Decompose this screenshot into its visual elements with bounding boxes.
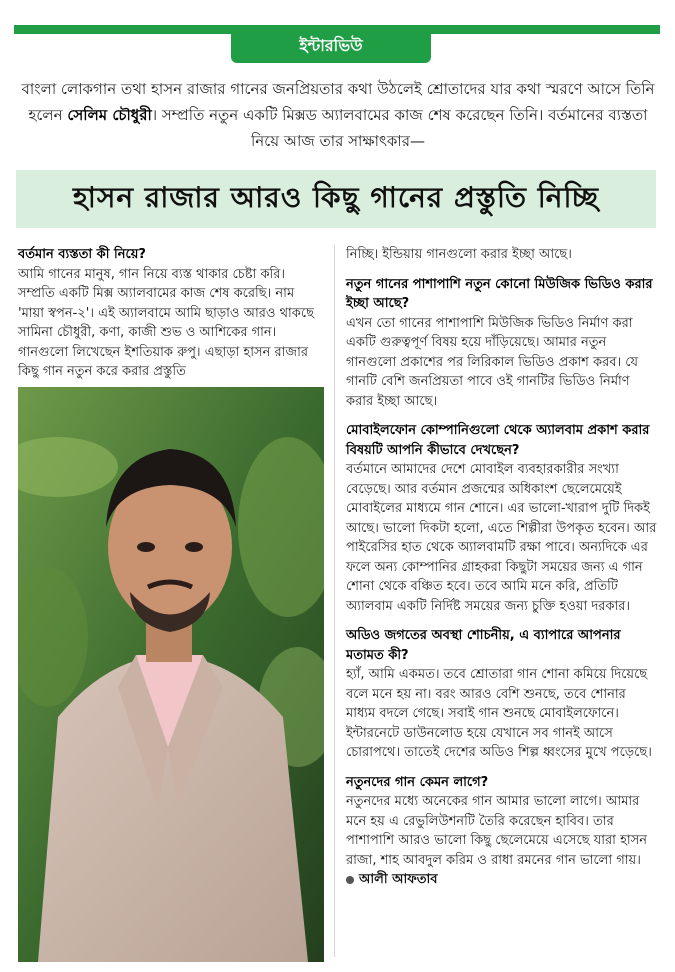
- bullet-icon: [346, 876, 354, 884]
- author-credit: আলী আফতাব: [359, 872, 438, 887]
- portrait-photo: [18, 387, 324, 962]
- left-column: [18, 245, 323, 382]
- column-divider: [334, 245, 335, 957]
- answer-4: হ্যাঁ, আমি একমত। তবে শ্রোতারা গান শোনা কমিয়ে দিয়েছে বলে মনে হয় না। বরং আরও বেশি শুনছে, তবে শোনার মাধ্যম বদলে গেছে। সবাই গান শুনছে মোবাইলফোনে। ইন্টারনেটে ডাউনলোড হয়ে যেখানে সব গানই আসে চোরাপথে। তাতেই দেশের অডিও শিল্প ধ্বংসের মুখে পড়েছে।: [346, 667, 652, 760]
- question-1: বর্তমান ব্যস্ততা কী নিয়ে?: [18, 247, 146, 262]
- right-column: [346, 245, 658, 890]
- question-2: নতুন গানের পাশাপাশি নতুন কোনো মিউজিক ভিডিও করার ইচ্ছা আছে?: [346, 276, 653, 311]
- answer-2: এখন তো গানের পাশাপাশি মিউজিক ভিডিও নির্মাণ করা একটি গুরুত্বপূর্ণ বিষয় হয়ে দাঁড়িয়েছে। আমার নতুন গানগুলো প্রকাশের পর লিরিকাল ভিডিও প্রকাশ করব। যে গানটি বেশি জনপ্রিয়তা পাবে ওই গানটির ভিডিও নির্মাণ করার ইচ্ছা আছে।: [346, 315, 639, 409]
- section-tag: ইন্টারভিউ: [231, 29, 431, 63]
- intro-text-part2: । সম্প্রতি নতুন একটি মিক্সড অ্যালবামের কাজ শেষ করেছেন তিনি। বর্তমানের ব্যস্ততা নিয়ে আজ তার সাক্ষাৎকার—: [151, 106, 648, 150]
- answer-1: আমি গানের মানুষ, গান নিয়ে ব্যস্ত থাকার চেষ্টা করি। সম্প্রতি একটি মিক্স অ্যালবামের কাজ শেষ করেছি। নাম 'মায়া স্বপন-২'। এই অ্যালবামে আমি ছাড়াও আরও থাকছে সামিনা চৌধুরী, কণা, কাজী শুভ ও আশিকের গান। গানগুলো লিখেছেন ইশতিয়াক রুপু। এছাড়া হাসন রাজার কিছু গান নতুন করে করার প্রস্তুতি: [18, 266, 314, 379]
- intro-text-part1: বাংলা লোকগান তথা হাসন রাজার গানের জনপ্রিয়তার কথা উঠলেই শ্রোতাদের যার কথা স্মরণে আসে তিনি হলেন: [21, 80, 655, 124]
- answer-1-continued: নিচ্ছি। ইন্ডিয়ায় গানগুলো করার ইচ্ছা আছে।: [346, 247, 572, 262]
- answer-5: নতুনদের মধ্যে অনেকের গান আমার ভালো লাগে। আমার মনে হয় এ রেভুলিউশনটি তৈরি করেছেন হাবিব। তার পাশাপাশি আরও ভালো কিছু ছেলেমেয়ে এসেছে যারা হাসন রাজা, শাহ আবদুল করিম ও রাধা রমনের গান ভালো গায়।: [346, 794, 648, 868]
- question-5: নতুনদের গান কেমন লাগে?: [346, 774, 489, 790]
- intro-name: সেলিম চৌধুরী: [67, 106, 152, 124]
- question-3: মোবাইলফোন কোম্পানিগুলো থেকে অ্যালবাম প্রকাশ করার বিষয়টি আপনি কীভাবে দেখছেন?: [346, 423, 650, 458]
- intro-paragraph: [18, 76, 658, 154]
- byline: [346, 870, 658, 890]
- question-4: অডিও জগতের অবস্থা শোচনীয়, এ ব্যাপারে আপনার মতামত কী?: [346, 628, 621, 663]
- page-title: হাসন রাজার আরও কিছু গানের প্রস্তুতি নিচ্ছি: [73, 180, 599, 214]
- answer-3: বর্তমানে আমাদের দেশে মোবাইল ব্যবহারকারীর সংখ্যা বেড়েছে। আর বর্তমান প্রজন্মের অধিকাংশ ছেলেমেয়েই মোবাইলের মাধ্যমে গান শোনে। এর ভালো-খারাপ দুটি দিকই আছে। ভালো দিকটা হলো, এতে শিল্পীরা উপকৃত হবেন। আর পাইরেসির হাত থেকে অ্যালবামটি রক্ষা পাবে। অন্যদিকে এর ফলে অন্য কোম্পানির গ্রাহকরা কিছুটা সময়ের জন্য এ গান শোনা থেকে বঞ্চিত হবে। তবে আমি মনে করি, প্রতিটি অ্যালবাম একটি নির্দিষ্ট সময়ের জন্য চুক্তি হওয়া দরকার।: [346, 462, 657, 614]
- portrait-illustration: [18, 387, 324, 962]
